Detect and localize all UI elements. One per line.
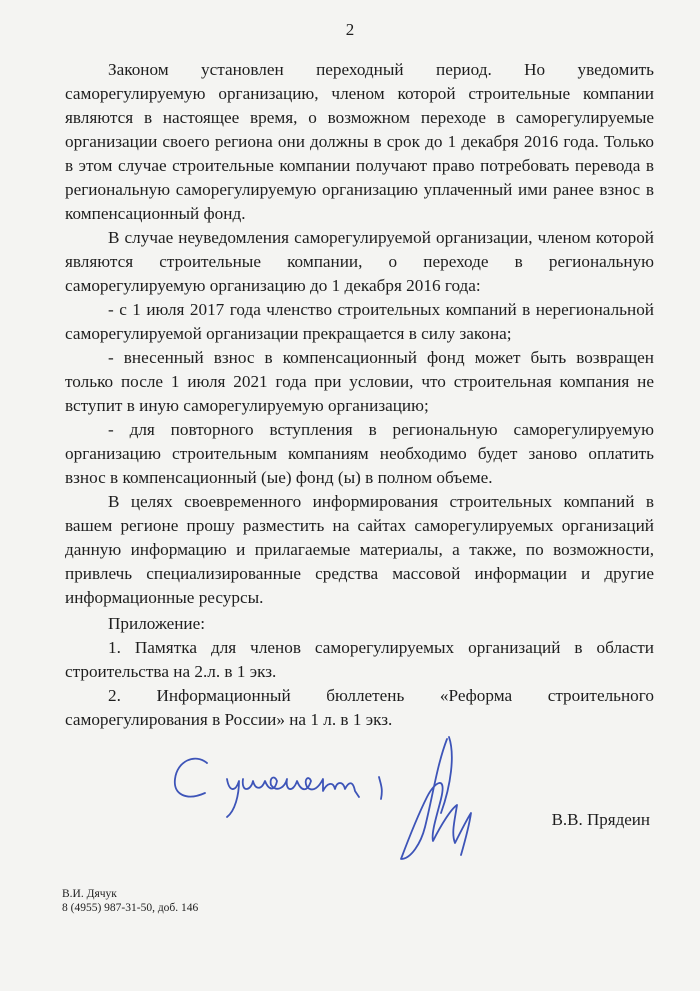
attachment-title: Приложение:: [108, 614, 206, 633]
list-item: - с 1 июля 2017 года членство строительных компаний в нерегиональной саморегулируемой организации прекращается в силу закона;: [65, 300, 654, 343]
executor-phone: 8 (4955) 987-31-50, доб. 146: [62, 902, 199, 914]
body-paragraph: В целях своевременного информирования строительных компаний в вашем регионе прошу разместить на сайтах саморегулируемых организаций данную информацию и прилагаемые материалы, а также, по возможности, привлечь специализированные средства массовой информации и другие информационные ресурсы.: [65, 492, 654, 607]
executor-name: В.И. Дячук: [62, 888, 117, 900]
signature-stroke: [227, 778, 359, 817]
attachment-item: 1. Памятка для членов саморегулируемых организаций в области строительства на 2.л. в 1 экз.: [65, 638, 654, 681]
signature-stroke: [401, 739, 471, 859]
list-item: - для повторного вступления в региональную саморегулируемую организацию строительным компаниям необходимо будет заново оплатить взнос в компенсационный (ые) фонд (ы) в полном объеме.: [65, 420, 654, 487]
signature-stroke: [379, 777, 382, 799]
page-number: 2: [345, 20, 355, 39]
signer-name: В.В. Прядеин: [551, 810, 650, 829]
letter-body: [65, 58, 654, 732]
body-paragraph: В случае неуведомления саморегулируемой организации, членом которой являются строительные компании, о переходе в региональную саморегулируемую организацию до 1 декабря 2016 года:: [65, 228, 654, 295]
signature-stroke: [441, 737, 452, 813]
body-paragraph: Законом установлен переходный период. Но уведомить саморегулируемую организацию, членом которой строительные компании являются в настоящее время, о возможном переходе в саморегулируемые организации своего региона они должны в срок до 1 декабря 2016 года. Только в этом случае строительные компании получают право потребовать перевода в региональную саморегулируемую организацию уплаченный ими ранее взнос в компенсационный фонд.: [65, 60, 654, 223]
handwritten-signature: [165, 735, 505, 865]
executor-info: [62, 887, 198, 915]
list-item: - внесенный взнос в компенсационный фонд может быть возвращен только после 1 июля 2021 года при условии, что строительная компания не вступит в иную саморегулируемую организацию;: [65, 348, 654, 415]
attachment-item: 2. Информационный бюллетень «Реформа строительного саморегулирования в России» на 1 л. в 1 экз.: [65, 686, 654, 729]
signature-stroke: [175, 759, 207, 797]
